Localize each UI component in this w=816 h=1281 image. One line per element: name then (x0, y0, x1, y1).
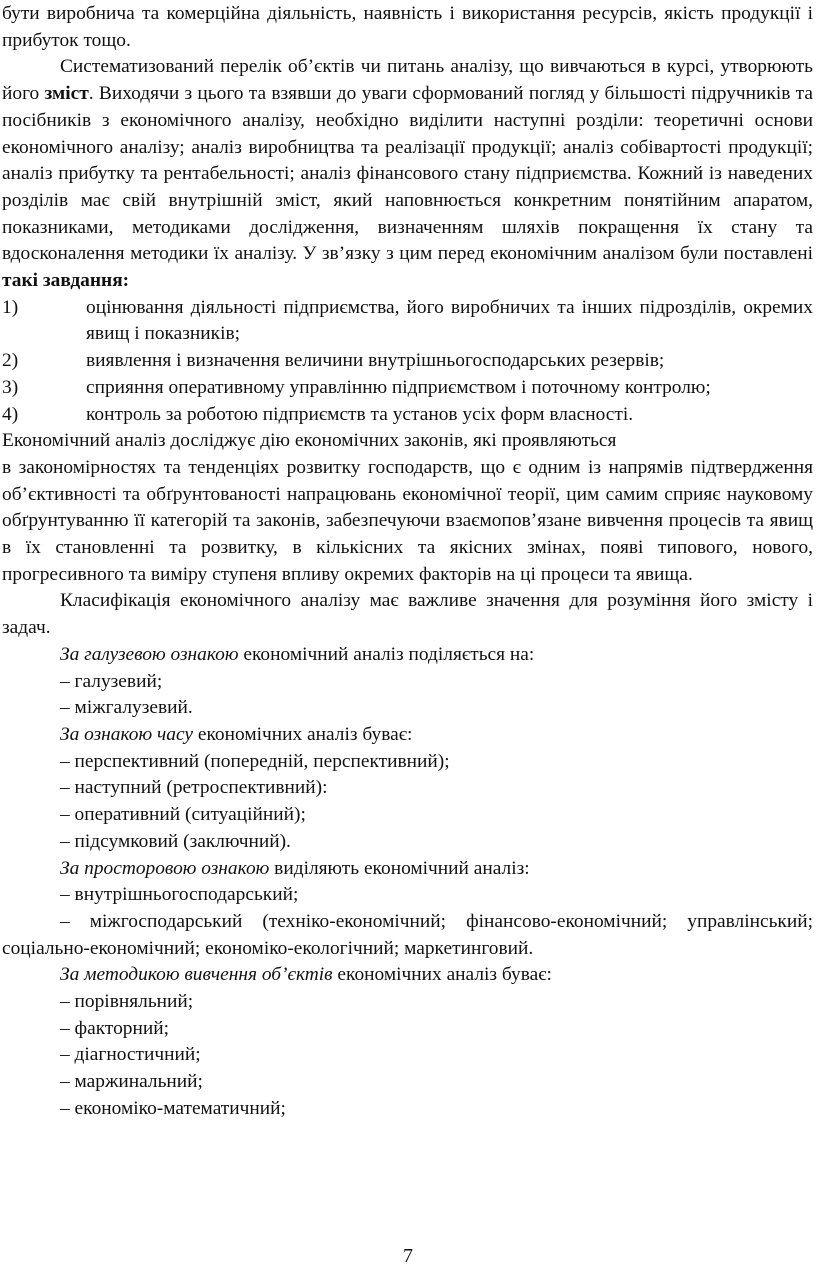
text-span: економічних аналіз буває: (193, 723, 413, 745)
list-item: – оперативний (ситуаційний); (60, 804, 306, 826)
page-number: 7 (403, 1245, 413, 1267)
task-item (2, 295, 813, 348)
paragraph-economic-laws: в закономірностях та тенденціях розвитку господарств, що є одним із напрямів підтвердження об’єктивності та обґрунтованості напрацювань економічної теорії, цим самим сприяє науковому обґрунтуванню її категорій та законів, забезпечуючи взаємопов’язане вивчення процесів та явищ в їх становленні та розвитку, в кількісних та якісних змінах, появі типового, нового, прогресивного та виміру ступеня впливу окремих факторів на ці процеси та явища. (2, 456, 813, 585)
classification-time-heading (2, 722, 813, 749)
text-span: виділяють економічний аналіз: (269, 857, 530, 879)
paragraph-economic-laws-first-line: Економічний аналіз досліджує дію економічних законів, які проявляються (2, 430, 617, 452)
task-item (2, 375, 813, 402)
list-item: – наступний (ретроспективний): (60, 777, 328, 799)
classification-space-heading (2, 856, 813, 883)
list-item: – перспективний (попередній, перспективний); (60, 750, 450, 772)
bold-term-tasks: такі завдання: (2, 270, 130, 292)
list-item-wrapped: – міжгосподарський (техніко-економічний; фінансово-економічний; управлінський; соціально-економічний; економіко-екологічний; маркетинговий. (2, 910, 813, 959)
text-span: Систематизований перелік об’єктів чи питань аналізу, що вивчаються в курсі, утворюють його (2, 56, 813, 105)
list-item: – маржинальний; (60, 1071, 203, 1093)
task-number: 1) (2, 296, 19, 318)
task-number: 2) (2, 350, 19, 372)
list-item: – підсумковий (заключний). (60, 830, 291, 852)
task-text: контроль за роботою підприємств та установ усіх форм власності. (86, 403, 634, 425)
task-text: оцінювання діяльності підприємства, його виробничих та інших підрозділів, окремих явищ і показників; (86, 296, 813, 345)
paragraph-content-tasks (2, 54, 813, 294)
classification-branch-heading (2, 642, 813, 669)
bold-term-content: зміст (44, 83, 89, 105)
list-item: – міжгалузевий. (60, 697, 193, 719)
list-item: – діагностичний; (60, 1044, 201, 1066)
italic-criterion: За ознакою часу (60, 723, 194, 745)
task-number: 3) (2, 376, 19, 398)
italic-criterion: За методикою вивчення об’єктів (60, 964, 333, 986)
list-item: – галузевий; (60, 670, 163, 692)
task-text: виявлення і визначення величини внутрішньогосподарських резервів; (86, 350, 665, 372)
list-item: – економіко-математичний; (60, 1097, 286, 1119)
italic-criterion: За галузевою ознакою (60, 643, 239, 665)
italic-criterion: За просторовою ознакою (60, 857, 270, 879)
classification-method-heading (2, 962, 813, 989)
task-number: 4) (2, 403, 19, 425)
paragraph-classification-intro: Класифікація економічного аналізу має важливе значення для розуміння його змісту і задач. (2, 590, 813, 639)
text-span: економічний аналіз поділяється на: (238, 643, 535, 665)
list-item: – порівняльний; (60, 991, 194, 1013)
task-item (2, 402, 813, 429)
text-span: економічних аналіз буває: (332, 964, 552, 986)
list-item: – внутрішньогосподарський; (60, 884, 299, 906)
paragraph-intro-continuation: бути виробнича та комерційна діяльність, наявність і використання ресурсів, якість продукції і прибуток тощо. (2, 3, 813, 51)
task-text: сприяння оперативному управлінню підприємством і поточному контролю; (86, 376, 711, 398)
text-span: . Виходячи з цього та взявши до уваги сформований погляд у більшості підручників та посібників з економічного аналізу, необхідно виділити наступні розділи: теоретичні основи економічного аналізу; аналіз виробництва та реалізації продукції; аналіз собівартості продукції; аналіз прибутку та рентабельності; аналіз фінансового стану підприємства. Кожний із наведених розділів має свій внутрішній зміст, який наповнюється конкретним понятійним апаратом, показниками, методиками дослідження, визначенням шляхів покращення їх стану та вдосконалення методики їх аналізу. У зв’язку з цим перед економічним аналізом були поставлені (2, 83, 813, 265)
task-item (2, 348, 813, 375)
list-item: – факторний; (60, 1017, 170, 1039)
